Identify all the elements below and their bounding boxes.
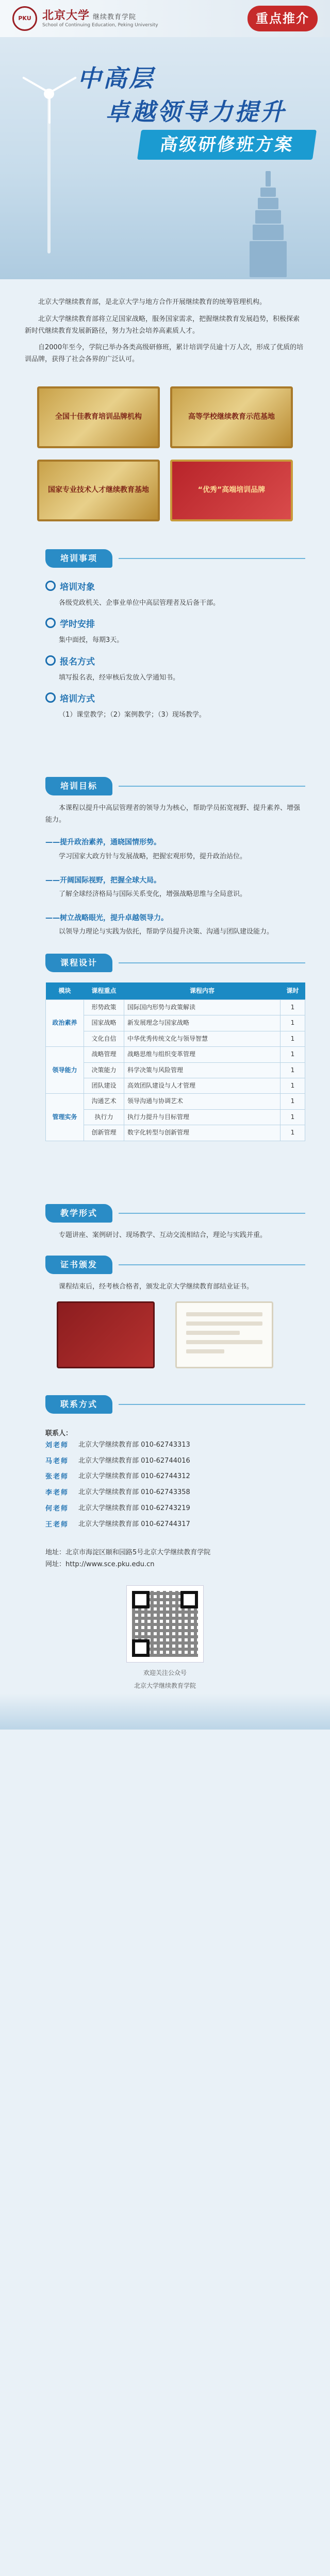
content-cell: 数字化转型与创新管理 xyxy=(124,1125,280,1141)
goal-title: ——树立战略眼光，提升卓越领导力。 xyxy=(45,913,168,922)
curriculum-table xyxy=(45,982,305,1141)
qr-code-icon[interactable] xyxy=(126,1585,204,1663)
method-text: 填写报名表，经审核后发放入学通知书。 xyxy=(59,673,180,682)
section-divider xyxy=(119,1404,305,1405)
contact-name: 王老师 xyxy=(45,1520,69,1529)
hero-program-banner: 高级研修班方案 xyxy=(137,130,317,160)
intro-paragraph: 北京大学继续教育部，是北京大学与地方合作开展继续教育的统筹管理机构。 xyxy=(38,298,267,306)
column-header: 课程内容 xyxy=(124,982,280,1000)
goals-intro: 本课程以提升中高层管理者的领导力为核心，帮助学员拓宽视野、提升素养、增强能力。 xyxy=(45,804,301,824)
contact-info[interactable]: 北京大学继续教育部 010-62743358 xyxy=(78,1488,190,1497)
column-header: 课时 xyxy=(280,982,305,1000)
content-cell: 高效团队建设与人才管理 xyxy=(124,1078,280,1093)
wind-turbine-icon xyxy=(21,68,77,253)
section-header-contact xyxy=(0,1384,330,1421)
focus-cell: 文化自信 xyxy=(84,1031,124,1046)
logo-english: School of Continuing Education, Peking University xyxy=(42,22,158,28)
contact-info[interactable]: 北京大学继续教育部 010-62743219 xyxy=(78,1504,190,1512)
sub-heading-hours: 学时安排 xyxy=(0,612,330,635)
award-plaque: 国家专业技术人才继续教育基地 xyxy=(37,460,160,521)
count-cell: 1 xyxy=(280,1031,305,1046)
section-header-curriculum xyxy=(0,942,330,979)
focus-cell: 创新管理 xyxy=(84,1125,124,1141)
hero-title-line1: 中高层 xyxy=(77,64,155,92)
intro-section xyxy=(0,279,330,381)
focus-cell: 执行力 xyxy=(84,1109,124,1125)
section-divider xyxy=(119,1264,305,1265)
content-cell: 执行力提升与目标管理 xyxy=(124,1109,280,1125)
fee-text: （1）课堂教学；（2）案例教学；（3）现场教学。 xyxy=(59,711,206,719)
goal-text: 以领导力理论与实践为依托，帮助学员提升决策、沟通与团队建设能力。 xyxy=(59,928,274,936)
count-cell: 1 xyxy=(280,1047,305,1062)
contact-list xyxy=(0,1421,330,1540)
contact-item xyxy=(45,1456,305,1468)
table-row xyxy=(46,1031,305,1046)
intro-paragraph: 北京大学继续教育部将立足国家战略，服务国家需求，把握继续教育发展趋势，积极探索新时代继续教育发展新路径，努力为社会培养高素质人才。 xyxy=(25,315,300,335)
contact-info[interactable]: 北京大学继续教育部 010-62743313 xyxy=(78,1440,190,1449)
section-tag: 证书颁发 xyxy=(45,1256,112,1274)
qr-caption: 欢迎关注公众号 xyxy=(143,1669,187,1676)
goal-text: 了解全球经济格局与国际关系变化，增强战略思维与全局意识。 xyxy=(59,890,247,898)
award-plaque: 高等学校继续教育示范基地 xyxy=(170,386,293,448)
school-logo[interactable] xyxy=(42,9,158,28)
contact-name: 马老师 xyxy=(45,1457,69,1465)
focus-cell: 国家战略 xyxy=(84,1015,124,1031)
focus-cell: 战略管理 xyxy=(84,1047,124,1062)
award-plaque: “优秀”高端培训品牌 xyxy=(170,460,293,521)
section-tag: 联系方式 xyxy=(45,1395,112,1414)
section-divider xyxy=(119,1213,305,1214)
count-cell: 1 xyxy=(280,1125,305,1141)
contact-info[interactable]: 北京大学继续教育部 010-62744317 xyxy=(78,1520,190,1528)
award-plaques xyxy=(0,381,330,538)
content-cell: 战略思维与组织变革管理 xyxy=(124,1047,280,1062)
contact-name: 张老师 xyxy=(45,1473,69,1481)
section-header-goals xyxy=(0,766,330,803)
section-divider xyxy=(119,786,305,787)
table-header-row xyxy=(46,982,305,1000)
contact-item xyxy=(45,1440,305,1452)
contact-item xyxy=(45,1503,305,1515)
section-tag: 培训目标 xyxy=(45,777,112,795)
module-cell: 政治素养 xyxy=(46,1000,84,1047)
column-header: 模块 xyxy=(46,982,84,1000)
contact-item xyxy=(45,1471,305,1483)
table-row xyxy=(46,1094,305,1109)
goal-title: ——提升政治素养，通晓国情形势。 xyxy=(45,838,161,847)
goal-title: ——开阔国际视野，把握全球大局。 xyxy=(45,876,161,885)
contact-info[interactable]: 北京大学继续教育部 010-62744016 xyxy=(78,1456,190,1465)
section-tag: 教学形式 xyxy=(45,1204,112,1223)
contact-name: 李老师 xyxy=(45,1489,69,1497)
section-tag: 培训事项 xyxy=(45,549,112,568)
count-cell: 1 xyxy=(280,1094,305,1109)
hero-banner xyxy=(0,37,330,279)
contact-item xyxy=(45,1487,305,1499)
format-text: 专题讲座、案例研讨、现场教学、互动交流相结合，理论与实践并重。 xyxy=(59,1231,267,1239)
contact-info[interactable]: 北京大学继续教育部 010-62744312 xyxy=(78,1472,190,1481)
hours-text: 集中面授，每期3天。 xyxy=(59,636,124,644)
count-cell: 1 xyxy=(280,1000,305,1015)
count-cell: 1 xyxy=(280,1078,305,1093)
contact-role-label: 联系人： xyxy=(45,1430,73,1438)
section-divider xyxy=(119,962,305,963)
logo-title: 北京大学 继续教育学院 xyxy=(42,9,137,23)
target-text: 各级党政机关、企事业单位中高层管理者及后备干部。 xyxy=(59,599,220,607)
table-row xyxy=(46,1015,305,1031)
section-tag: 课程设计 xyxy=(45,954,112,972)
qr-section xyxy=(0,1575,330,1668)
contact-item xyxy=(45,1519,305,1531)
contact-name: 何老师 xyxy=(45,1504,69,1513)
contact-name: 刘老师 xyxy=(45,1441,69,1449)
section-header-certificate xyxy=(0,1244,330,1281)
table-row xyxy=(46,1125,305,1141)
site-header xyxy=(0,0,330,37)
website-link[interactable]: 网址：http://www.sce.pku.edu.cn xyxy=(45,1561,155,1569)
sub-heading-method: 报名方式 xyxy=(0,650,330,672)
section-header-notice xyxy=(0,538,330,575)
hero-title-line2: 卓越领导力提升 xyxy=(106,98,286,126)
section-divider xyxy=(119,558,305,559)
sub-heading-target: 培训对象 xyxy=(0,575,330,598)
table-row xyxy=(46,1078,305,1093)
sub-heading-fee: 培训方式 xyxy=(0,687,330,709)
content-cell: 科学决策与风险管理 xyxy=(124,1062,280,1078)
count-cell: 1 xyxy=(280,1015,305,1031)
certificate-text: 课程结束后，经考核合格者，颁发北京大学继续教育部结业证书。 xyxy=(59,1283,254,1291)
certificate-cover xyxy=(57,1301,155,1368)
count-cell: 1 xyxy=(280,1062,305,1078)
content-cell: 中华优秀传统文化与领导智慧 xyxy=(124,1031,280,1046)
address-text: 地址：北京市海淀区颐和园路5号北京大学继续教育学院 xyxy=(45,1549,211,1557)
focus-cell: 沟通艺术 xyxy=(84,1094,124,1109)
module-cell: 管理实务 xyxy=(46,1094,84,1141)
table-row xyxy=(46,1047,305,1062)
certificate-images xyxy=(0,1296,330,1384)
content-cell: 国际国内形势与政策解读 xyxy=(124,1000,280,1015)
table-row xyxy=(46,1000,305,1015)
focus-cell: 决策能力 xyxy=(84,1062,124,1078)
qr-caption: 北京大学继续教育学院 xyxy=(134,1682,196,1689)
footer-decoration xyxy=(0,1693,330,1730)
focus-cell: 团队建设 xyxy=(84,1078,124,1093)
content-cell: 新发展理念与国家战略 xyxy=(124,1015,280,1031)
content-cell: 领导沟通与协调艺术 xyxy=(124,1094,280,1109)
table-row xyxy=(46,1109,305,1125)
address-block xyxy=(0,1540,330,1575)
count-cell: 1 xyxy=(280,1109,305,1125)
column-header: 课程重点 xyxy=(84,982,124,1000)
certificate-page xyxy=(175,1301,273,1368)
section-header-format xyxy=(0,1193,330,1230)
featured-badge: 重点推介 xyxy=(248,6,318,31)
award-plaque: 全国十佳教育培训品牌机构 xyxy=(37,386,160,448)
intro-paragraph: 自2000年至今，学院已举办各类高级研修班，累计培训学员逾十万人次，形成了优质的培训品牌，获得了社会各界的广泛认可。 xyxy=(25,344,304,363)
university-seal-icon: PKU xyxy=(12,6,37,31)
module-cell: 领导能力 xyxy=(46,1047,84,1094)
goal-text: 学习国家大政方针与发展战略，把握宏观形势，提升政治站位。 xyxy=(59,852,247,860)
focus-cell: 形势政策 xyxy=(84,1000,124,1015)
pagoda-icon xyxy=(248,171,289,279)
table-row xyxy=(46,1062,305,1078)
